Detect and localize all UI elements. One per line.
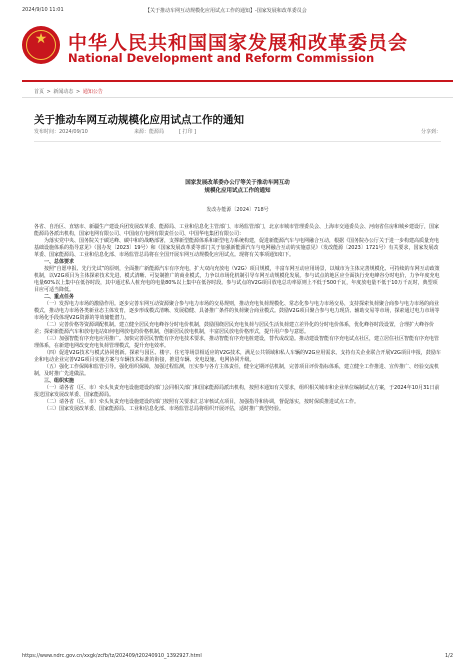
publish-time: 发布时间：2024/09/10 bbox=[34, 129, 88, 135]
share-label[interactable]: 分享到： bbox=[420, 129, 441, 135]
paragraph: （三）国家发展改革委、国家能源局、工业和信息化部、市场监管总局将组织开展评估，适时推广典型经验。 bbox=[44, 406, 285, 412]
issuer-line-2: 规模化应用试点工作的通知 bbox=[204, 188, 271, 194]
addressee: 各省、自治区、直辖市、新疆生产建设兵团发展改革委、能源局、工业和信息化主管部门、市场监管部门，北京市城市管理委员会、上海市交通委员会、河南省住房和城乡建设厅，国家能源局各派出机构，国家电网有限公司、中国南方电网有限责任公司、中国华电集团有限公司： bbox=[34, 224, 440, 237]
print-footer bbox=[22, 653, 453, 661]
section-heading: 二、重点任务 bbox=[44, 294, 75, 300]
paragraph: （五）强化工作保障和监管引导。强化组织保障，加强过程监测，压实参与各方主体责任，健全定期评估机制，完善项目评价指标体系，建立健全工作推进、宣传推广、经验交流机制，及时推广先进做法。 bbox=[34, 364, 440, 377]
issuer-line-1: 国家发展改革委办公厅等关于推动车网互动 bbox=[185, 180, 290, 186]
header-divider bbox=[22, 80, 453, 82]
logo-chinese-name: 中华人民共和国国家发展和改革委员会 bbox=[68, 32, 409, 54]
article-body bbox=[34, 224, 441, 413]
source: 来源：能源局 bbox=[134, 129, 165, 135]
breadcrumb-home[interactable]: 首页 bbox=[34, 89, 45, 95]
print-header bbox=[22, 7, 453, 17]
page-number: 1/2 bbox=[444, 653, 453, 659]
print-date: 2024/9/10 11:01 bbox=[22, 7, 64, 13]
page-url: https://www.ndrc.gov.cn/xxgk/zcfb/tz/202409/t20240910_1392927.html bbox=[22, 653, 202, 659]
breadcrumb-news[interactable]: 新闻动态 bbox=[53, 89, 74, 95]
divider bbox=[22, 97, 453, 98]
paragraph: 按照“自愿申报、先行先试”的原则，全面推广新能源汽车有序充电，扩大双向充放电（V2G）项目规模，丰富车网互动应用场景，以城市为主体完善规模化、可持续的车网互动政策机制，以V2G项目为主体探索技术先进、模式清晰、可复制推广的商业模式，力争以市场化机制引导车网互动规模化发展。参与试点的地区应全面执行充电峰谷分时电价，力争年度充电电量60%以上集中在低谷时段，其中通过私人桩充电的电量80%以上集中在低谷时段。参与试点的V2G项目放电总功率原则上不低于500千瓦，年度放电量不低于10万千瓦时，典型项目应可适当降低。 bbox=[34, 266, 440, 293]
paragraph: （一）请各省（区、市）牵头负责充电设施建设的部门会同相关部门和国家能源局派出机构，按照本通知有关要求，组织相关城市和企业单位编制试点方案，于2024年10月31日前报送国家发展改革委、国家能源局。 bbox=[34, 385, 440, 398]
paragraph: （一）发挥电力市场的激励作用。逐步完善车网互动资源聚合参与电力市场的交易规则，推动充电负荷规模化、常态化参与电力市场交易，支持探索负荷聚合商参与电力市场的商业模式，推动电力市场各类新业态主体发育，逐步形成模式清晰、发展稳健、具备推广条件的负荷聚合商业模式。鼓励V2G项目聚合参与电力现货、辅助交易等市场，探索通过电力市场等市场化手段体现V2G资源的等效储能潜力。 bbox=[34, 301, 440, 321]
paragraph: （四）促进V2G技术与模式协同创新。探索与园区、楼宇、住宅等场景相适应的V2G技术，满足公共领域和私人车辆的V2G应用需求。支持有关企业联合开展V2G项目申报，鼓励车企和电动企业完善V2G项目实施方案与车辆技术标准的衔接，推进车辆、充电设施、电网协同升级。 bbox=[34, 350, 441, 363]
document-number: 发改办能源〔2024〕718号 bbox=[206, 207, 269, 213]
section-heading: 一、总体要求 bbox=[44, 259, 75, 265]
national-emblem-icon: ★ bbox=[22, 26, 60, 64]
breadcrumb-current[interactable]: 通知公告 bbox=[82, 89, 103, 95]
page-title: 关于推动车网互动规模化应用试点工作的通知 bbox=[34, 114, 244, 126]
site-logo[interactable] bbox=[22, 24, 442, 74]
paragraph: （二）完善价格等资源调配机制。建立健全居民充电峰谷分时电价机制，鼓励围绕居民充电负荷与居民生活负荷建立差异化的分时电价体系，优化峰谷时段设置，合理扩大峰谷价差；探索新能源汽车和放电电站如何电网放电的价格机制，创新居民放电机制，丰富居民放电价格形式，提升用户参与意愿。 bbox=[34, 322, 435, 335]
meta-divider bbox=[34, 141, 441, 142]
section-heading: 三、组织实施 bbox=[44, 378, 75, 384]
logo-english-name: National Development and Reform Commission bbox=[68, 51, 375, 65]
paragraph: 为落实党中央、国务院关于碳达峰、碳中和的战略部署，支撑新型能源体系和新型电力系统构建，促进新能源汽车与电网融合互动，根据《国务院办公厅关于进一步构建高质量充电基础设施体系的指导意见》（国办发〔2023〕19号）和《国家发展改革委等部门关于加强新能源汽车与电网融合互动的实施意见》（发改能源〔2023〕1721号）有关要求，国家发展改革委、国家能源局、工业和信息化部、市场监管总局将在全国开展车网互动规模化应用试点。现将有关事项通知如下。 bbox=[34, 238, 440, 258]
print-link[interactable]: [ 打印 ] bbox=[179, 129, 197, 135]
paragraph: （三）加强智能有序充电应用推广。加快完善居民智能有序充电技术要求，推动智能有序充电桩建设，替代或改造。推动建设智能有序充电试点社区，建立居住社区智能有序充电管理体系，在新建电网改变充电负荷管理模式，提升充电效率。 bbox=[34, 336, 440, 349]
paragraph: （二）请各省（区、市）牵头负责充电设施建设的部门按照有关要求汇总审核试点项目，加强指导和协调，督促落实，按时保质推进试点工作。 bbox=[44, 399, 360, 405]
article-meta bbox=[34, 128, 441, 138]
print-title: 【关于推动车网互动规模化应用试点工作的通知】-国家发展和改革委员会 bbox=[145, 8, 307, 14]
breadcrumb: 首页 > 新闻动态 > 通知公告 bbox=[34, 89, 103, 95]
